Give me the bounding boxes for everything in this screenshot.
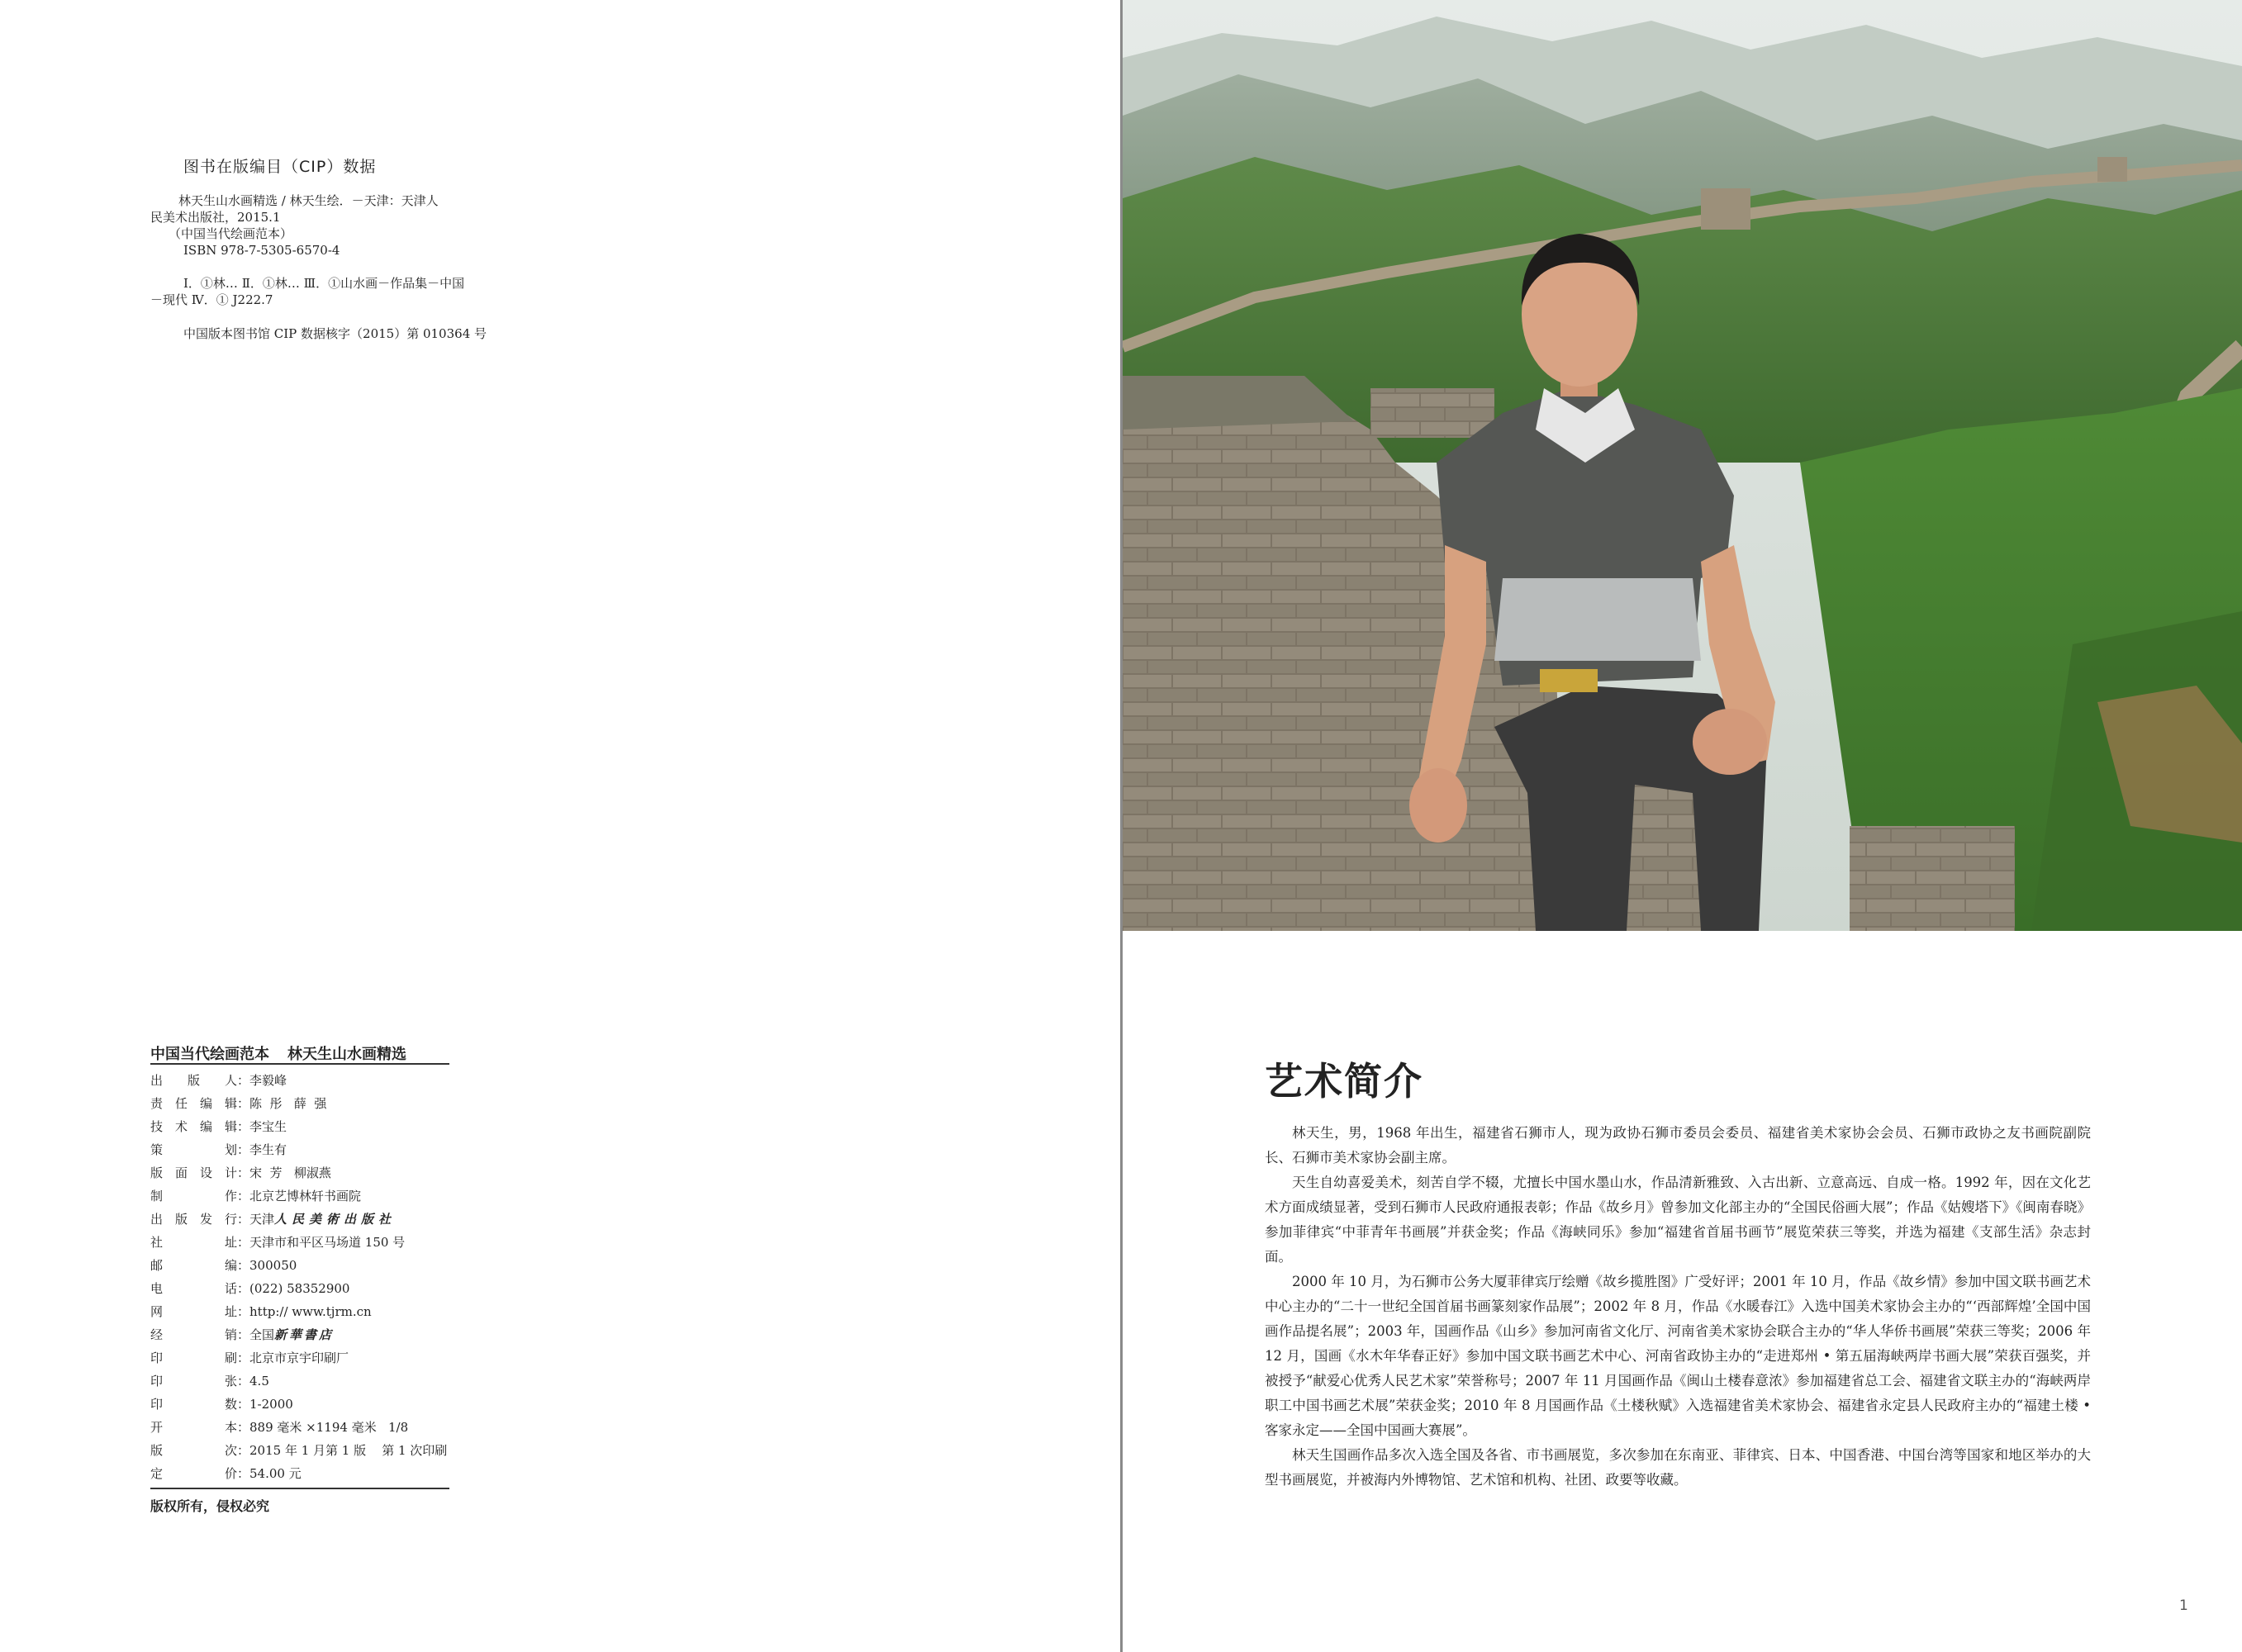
bottom-rule — [150, 1488, 449, 1489]
colophon-value: 889 毫米 ×1194 毫米 1/8 — [249, 1420, 409, 1435]
colophon-label: 电话 — [150, 1281, 237, 1296]
colophon-value: 300050 — [249, 1258, 297, 1273]
colophon-value: 1-2000 — [249, 1397, 293, 1412]
colophon-value: 陈 彤 薛 强 — [249, 1096, 327, 1111]
colophon-value: 北京市京宇印刷厂 — [249, 1351, 349, 1365]
colophon-label: 技术编辑 — [150, 1119, 237, 1134]
colophon-value: 54.00 元 — [249, 1466, 302, 1481]
colophon-row: 网址：http:// www.tjrm.cn — [150, 1304, 372, 1319]
colophon-label: 策划 — [150, 1142, 237, 1157]
colophon-label: 版次 — [150, 1443, 237, 1458]
colophon-row: 社址：天津市和平区马场道 150 号 — [150, 1235, 406, 1250]
cip-line: －现代 Ⅳ．① J222.7 — [150, 292, 273, 307]
book-title: 林天生山水画精选 — [287, 1046, 406, 1063]
colophon-row: 策划：李生有 — [150, 1142, 287, 1157]
series-name: 中国当代绘画范本 — [150, 1046, 269, 1063]
bio-title: 艺术简介 — [1265, 1059, 1423, 1104]
colophon-label: 版面设计 — [150, 1165, 237, 1180]
bio-paragraph: 2000 年 10 月，为石狮市公务大厦菲律宾厅绘赠《故乡揽胜图》广受好评；2001 年 10 月，作品《故乡情》参加中国文联书画艺术中心主办的“二十一世纪全国首届书画篆刻家作品展”；2002 年 8 月，作品《水暖春江》入选中国美术家协会主办的“‘西部辉煌’全国中国画作品提名展”；2003 年，国画作品《山乡》参加河南省文化厅、河南省美术家协会联合主办的“华人华侨书画展”荣获三等奖；2006 年 12 月，国画《水木年华春正好》参加中国文联书画艺术中心、河南省政协主办的“走进郑州 • 第五届海峡两岸书画大展”荣获百强奖，并被授予“献爱心优秀人民艺术家”荣誉称号；2007 年 11 月国画作品《闽山土楼春意浓》参加福建省总工会、福建省文联主办的“海峡两岸职工中国书画艺术展”荣获金奖；2010 年 8 月国画作品《土楼秋赋》入选福建省美术家协会、福建省永定县人民政府主办的“福建土楼 • 客家永定——全国中国画大赛展”。 — [1265, 1274, 2091, 1438]
artist-photo — [1123, 0, 2242, 931]
colophon-label: 责任编辑 — [150, 1096, 237, 1111]
right-page — [1123, 0, 2242, 1652]
colophon-row: 制作：北京艺博林轩书画院 — [150, 1189, 362, 1203]
colophon-label: 邮编 — [150, 1258, 237, 1273]
cip-line: 民美术出版社，2015.1 — [150, 210, 281, 225]
colophon-value: 天津市和平区马场道 150 号 — [249, 1235, 406, 1250]
colophon-value: http:// www.tjrm.cn — [249, 1304, 372, 1319]
colophon-label: 社址 — [150, 1235, 237, 1250]
colophon-label: 网址 — [150, 1304, 237, 1319]
colophon-heading — [150, 1042, 406, 1064]
colophon-row: 技术编辑：李宝生 — [150, 1119, 287, 1134]
colophon-value: 2015 年 1 月第 1 版 第 1 次印刷 — [249, 1443, 448, 1458]
colophon-row: 出版人：李毅峰 — [150, 1073, 287, 1088]
colophon-row: 定价：54.00 元 — [150, 1466, 302, 1481]
colophon-row: 经销：全国新華書店 — [150, 1327, 335, 1342]
colophon-label: 定价 — [150, 1466, 237, 1481]
colophon-value: 4.5 — [249, 1374, 269, 1389]
copyright-notice: 版权所有，侵权必究 — [150, 1498, 270, 1514]
colophon-label: 出版人 — [150, 1073, 237, 1088]
cip-line: Ⅰ．①林… Ⅱ．①林… Ⅲ．①山水画－作品集－中国 — [183, 276, 465, 291]
colophon-value: (022) 58352900 — [249, 1281, 350, 1296]
colophon-value: 李毅峰 — [249, 1073, 287, 1088]
colophon-row: 电话：(022) 58352900 — [150, 1281, 350, 1296]
colophon-label: 印刷 — [150, 1351, 237, 1365]
cip-line: ISBN 978-7-5305-6570-4 — [183, 243, 340, 258]
colophon-label: 经销 — [150, 1327, 237, 1342]
colophon-value: 北京艺博林轩书画院 — [249, 1189, 362, 1203]
colophon-row: 印张：4.5 — [150, 1374, 269, 1389]
publisher-logo: 人民美術出版社 — [274, 1212, 397, 1227]
colophon-value: 天津 — [249, 1212, 275, 1227]
colophon-label: 印张 — [150, 1374, 237, 1389]
colophon-value: 李生有 — [249, 1142, 287, 1157]
cip-line: 林天生山水画精选 / 林天生绘．－天津：天津人 — [178, 193, 439, 208]
colophon-row: 出版发行：天津人民美術出版社 — [150, 1212, 397, 1227]
colophon-label: 制作 — [150, 1189, 237, 1203]
colophon-row: 印刷：北京市京宇印刷厂 — [150, 1351, 349, 1365]
colophon-row: 邮编：300050 — [150, 1258, 297, 1273]
colophon-value: 宋 芳 柳淑燕 — [249, 1165, 331, 1180]
colophon-label: 开本 — [150, 1420, 237, 1435]
bio-paragraph: 天生自幼喜爱美术，刻苦自学不辍，尤擅长中国水墨山水，作品清新雅致、入古出新、立意高远、自成一格。1992 年，因在文化艺术方面成绩显著，受到石狮市人民政府通报表彰；作品《故乡月》曾参加文化部主办的“全国民俗画大展”；作品《姑嫂塔下》《闽南春晓》参加菲律宾“中菲青年书画展”并获金奖；作品《海峡同乐》参加“福建省首届书画节”展览荣获三等奖，并选为福建《支部生活》杂志封面。 — [1265, 1175, 2091, 1265]
colophon-row: 开本：889 毫米 ×1194 毫米 1/8 — [150, 1420, 409, 1435]
cip-line: （中国当代绘画范本） — [169, 226, 293, 241]
cip-line: 中国版本图书馆 CIP 数据核字（2015）第 010364 号 — [183, 326, 487, 341]
colophon-row: 版次：2015 年 1 月第 1 版 第 1 次印刷 — [150, 1443, 448, 1458]
bio-body — [1265, 1121, 2091, 1493]
colophon-row: 印数：1-2000 — [150, 1397, 293, 1412]
colophon-label: 出版发行 — [150, 1212, 237, 1227]
page-number: 1 — [2179, 1597, 2188, 1614]
xinhua-logo: 新華書店 — [274, 1327, 335, 1342]
top-rule — [150, 1063, 449, 1065]
bio-paragraph: 林天生国画作品多次入选全国及各省、市书画展览，多次参加在东南亚、菲律宾、日本、中国香港、中国台湾等国家和地区举办的大型书画展览，并被海内外博物馆、艺术馆和机构、社团、政要等收藏。 — [1265, 1447, 2091, 1488]
cip-title: 图书在版编目（CIP）数据 — [183, 158, 377, 176]
colophon-row: 版面设计：宋 芳 柳淑燕 — [150, 1165, 331, 1180]
colophon-value: 全国 — [249, 1327, 275, 1342]
colophon-label: 印数 — [150, 1397, 237, 1412]
colophon-row: 责任编辑：陈 彤 薛 强 — [150, 1096, 327, 1111]
colophon-value: 李宝生 — [249, 1119, 287, 1134]
bio-paragraph: 林天生，男，1968 年出生，福建省石狮市人，现为政协石狮市委员会委员、福建省美术家协会会员、石狮市政协之友书画院副院长、石狮市美术家协会副主席。 — [1265, 1125, 2091, 1165]
